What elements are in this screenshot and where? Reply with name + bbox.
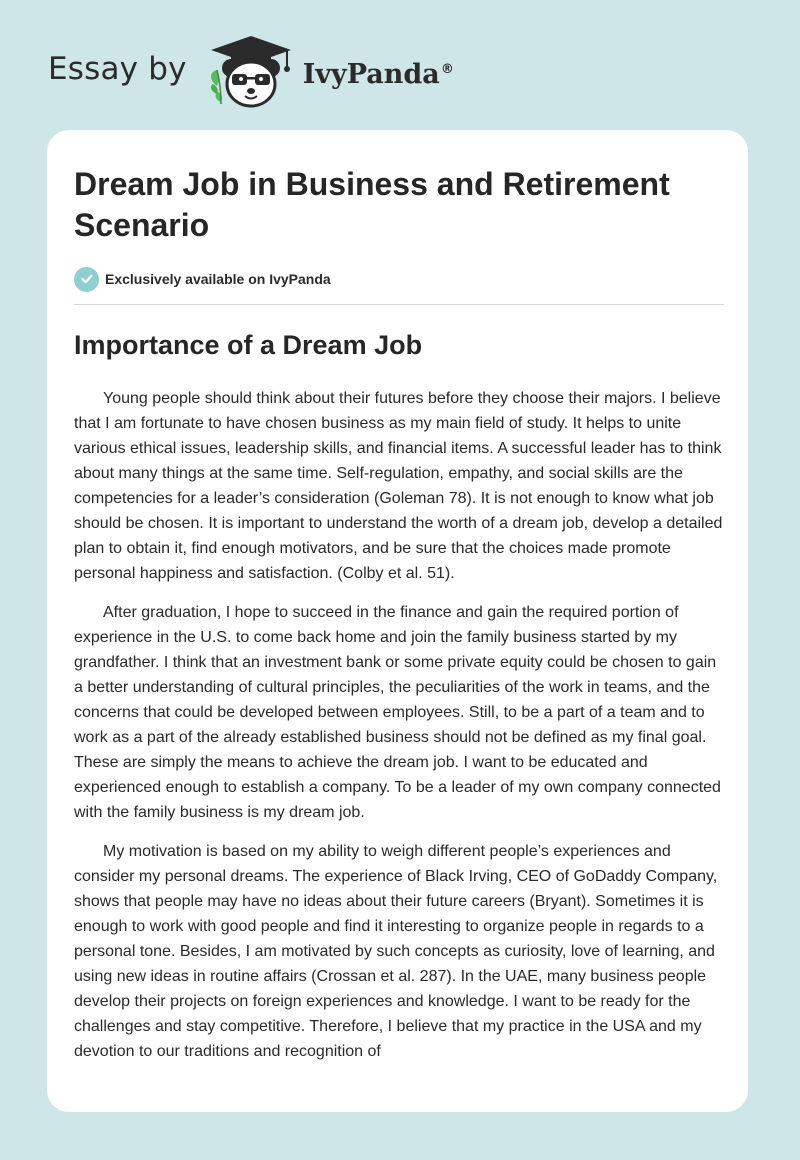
section-heading: Importance of a Dream Job: [74, 330, 423, 360]
page-title: Dream Job in Business and Retirement Scenario: [74, 166, 670, 243]
check-circle-icon: [74, 267, 99, 292]
paragraph: Young people should think about their futures before they choose their majors. I believe that I am fortunate to have chosen business as my main field of study. It helps to unite various ethical issues, leadership skills, and financial items. A successful leader has to think about many things at the same time. Self-regulation, empathy, and social skills are the competencies for a leader’s consideration (Goleman 78). It is not enough to know what job should be chosen. It is important to understand the worth of a dream job, develop a detailed plan to obtain it, find enough motivators, and be sure that the choices made promote personal happiness and satisfaction. (Colby et al. 51).: [74, 390, 723, 582]
divider: [74, 304, 724, 305]
brand-header[interactable]: [48, 34, 454, 110]
essay-card: [47, 130, 748, 1112]
registered-mark: ®: [440, 61, 454, 77]
brand-name: IvyPanda®: [302, 58, 454, 90]
panda-graduate-logo-icon: [201, 34, 301, 110]
badge-text: Exclusively available on IvyPanda: [105, 271, 331, 287]
brand-prefix: Essay by: [48, 51, 187, 87]
paragraph: After graduation, I hope to succeed in the finance and gain the required portion of experience in the U.S. to come back home and join the family business started by my grandfather. I think that an investment bank or some private equity could be chosen to gain a better understanding of cultural principles, the peculiarities of the work in teams, and the concerns that could be developed between employees. Still, to be a part of a team and to work as a part of the already established business should not be defined as my final goal. These are simply the means to achieve the dream job. I want to be educated and experienced enough to establish a company. To be a leader of my own company connected with the family business is my dream job.: [74, 604, 721, 821]
essay-content: [74, 130, 724, 1064]
paragraph: My motivation is based on my ability to weigh different people’s experiences and consider my personal dreams. The experience of Black Irving, CEO of GoDaddy Company, shows that people may have no ideas about their future careers (Bryant). Sometimes it is enough to work with good people and find it interesting to organize people in regards to a personal tone. Besides, I am motivated by such concepts as curiosity, love of learning, and using new ideas in routine affairs (Crossan et al. 287). In the UAE, many business people develop their projects on foreign experiences and knowledge. I want to be ready for the challenges and stay competitive. Therefore, I believe that my practice in the USA and my devotion to our traditions and recognition of: [74, 843, 718, 1060]
exclusive-badge: [74, 266, 724, 292]
